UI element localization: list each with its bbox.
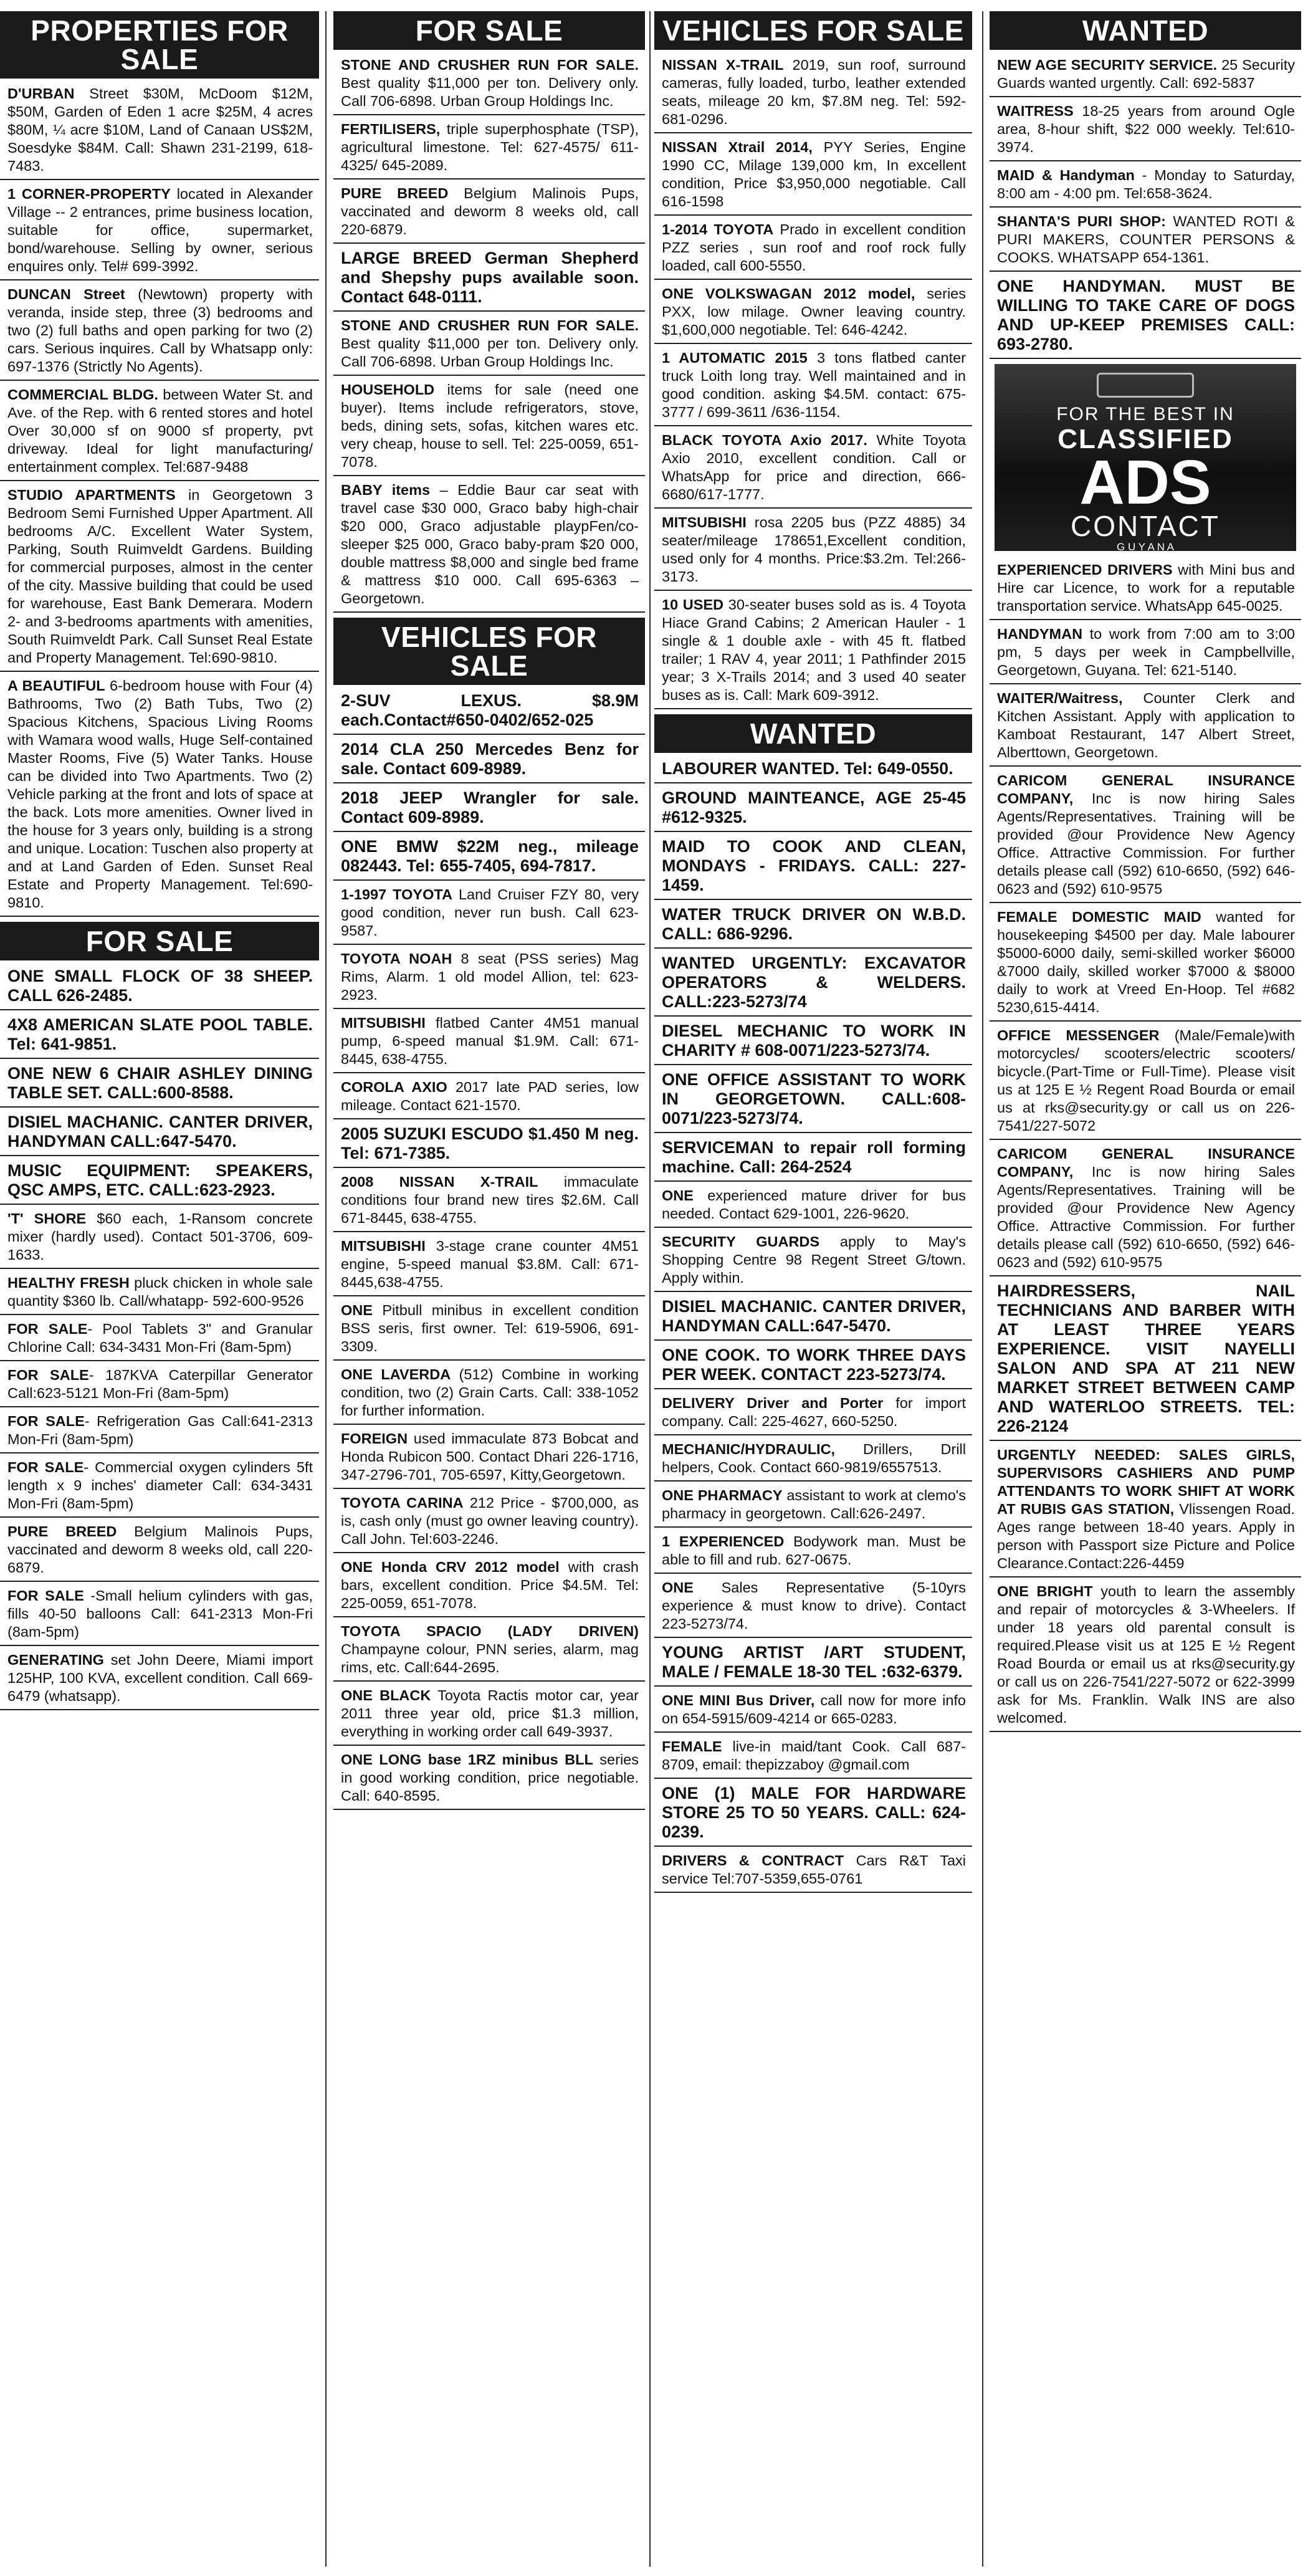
column-divider [649, 11, 651, 2567]
ad-body: Counter Clerk and Kitchen Assistant. Apply with application to Kamboat Restaurant, 147 Albert Street, Alberttown, Georgetown. [997, 690, 1295, 760]
ad-body: Toyota Ractis motor car, year 2011 three year old, price $1.3 million, everything in working order call 649-3937. [341, 1687, 639, 1740]
classified-ad [990, 102, 1301, 161]
classified-ad [0, 1113, 319, 1156]
classified-ad [654, 1533, 972, 1574]
ad-lead: DIESEL MECHANIC TO WORK IN CHARITY # 608-0071/223-5273/74. [662, 1022, 966, 1060]
classified-ad [990, 689, 1301, 767]
classified-ad [333, 481, 645, 613]
ad-body: wanted for housekeeping $4500 per day. Male labourer $5000-6000 daily, semi-skilled worker $6000 &7000 daily, skilled worker $7000 & $8000 daily to work at Vreed En-Hoop. Tel #682 5230,615-4414. [997, 909, 1295, 1015]
ad-lead: A BEAUTIFUL [7, 678, 105, 694]
classified-ad [654, 431, 972, 509]
ad-body: youth to learn the assembly and repair of motorcycles & 3-Wheelers. If under 18 years old parental consult is required.Please visit us at 125 E ½ Regent Road Bourda or email us at rks@security.gy or call us on 226-7541/227-5072 or 622-3999 ask for Ms. Franklin. Walk INS are also welcomed. [997, 1583, 1295, 1726]
ad-lead: NISSAN X-TRAIL [662, 57, 784, 73]
classified-ad [654, 349, 972, 426]
ad-lead: ONE BLACK [341, 1687, 431, 1703]
classified-ad [654, 1487, 972, 1528]
ad-lead: 2-SUV LEXUS. $8.9M each.Contact#650-0402/652-025 [341, 691, 639, 729]
ad-body: items for sale (need one buyer). Items include refrigerators, stove, beds, dining sets, sofas, kitchen wares etc. very cheap, house to sell. Tel: 225-0059, 651-7078. [341, 381, 639, 470]
classified-ad [990, 561, 1301, 620]
classified-ad [0, 285, 319, 381]
ad-lead: FOR SALE [7, 1321, 88, 1337]
classified-ad [654, 285, 972, 344]
ad-lead: DELIVERY Driver and Porter [662, 1395, 884, 1411]
classified-ad [0, 1587, 319, 1646]
ad-body: 3 tons flatbed canter truck Loith long tray. Well maintained and in good condition. asking $4.5M. contact: 675-3777 / 699-3611 /636-1154. [662, 350, 966, 420]
ad-lead: 1 AUTOMATIC 2015 [662, 350, 808, 366]
ad-lead: ONE [662, 1579, 694, 1596]
ad-lead: DRIVERS & CONTRACT [662, 1852, 844, 1869]
ad-body: 18-25 years from around Ogle area, 8-hour shift, $22 000 weekly. Tel:610-3974. [997, 103, 1295, 155]
ad-lead: STUDIO APARTMENTS [7, 487, 176, 503]
ad-lead: DUNCAN Street [7, 286, 125, 302]
ad-lead: FOR SALE [7, 1367, 89, 1383]
ad-body: Inc is now hiring Sales Agents/Representatives. Training will be provided @our Providence New Agency Office. Attractive Commission. For further details please call (592) 610-6650, (592) 646-0623 and (592) 610-9575 [997, 1164, 1295, 1270]
classified-ad [990, 1145, 1301, 1276]
ad-body: Belgium Malinois Pups, vaccinated and deworm 8 weeks old, call 220-6879. [341, 185, 639, 237]
section-header: WANTED [654, 714, 972, 753]
ad-body: Street $30M, McDoom $12M, $50M, Garden of Eden 1 acre $25M, 4 acres $80M, ¼ acre $10M, Land of Canaan US$2M, Soesdyke $84M. Call: Shawn 231-2199, 618-7483. [7, 85, 313, 174]
classified-ad [0, 85, 319, 180]
classified-ad [333, 788, 645, 832]
classified-ad [0, 1320, 319, 1361]
classified-ad [990, 166, 1301, 208]
ad-body: call now for more info on 654-5915/609-4214 or 665-0283. [662, 1692, 966, 1726]
column-4 [990, 11, 1301, 2567]
classified-ad [654, 1852, 972, 1893]
ad-lead: CARICOM GENERAL INSURANCE COMPANY, [997, 1146, 1295, 1180]
ad-body: 2017 late PAD series, low mileage. Contact 621-1570. [341, 1079, 639, 1113]
ad-lead: MAID TO COOK AND CLEAN, MONDAYS - FRIDAYS. CALL: 227-1459. [662, 837, 966, 894]
ad-lead: ONE (1) MALE FOR HARDWARE STORE 25 TO 50 YEARS. CALL: 624-0239. [662, 1784, 966, 1841]
classified-ad [333, 1014, 645, 1073]
ad-body: apply to May's Shopping Centre 98 Regent Street G/town. Apply within. [662, 1233, 967, 1286]
ad-lead: HEALTHY FRESH [7, 1275, 130, 1291]
ad-lead: ONE SMALL FLOCK OF 38 SHEEP. CALL 626-2485. [7, 967, 313, 1005]
ad-lead: HANDYMAN [997, 626, 1083, 642]
ad-lead: MAID & Handyman [997, 167, 1135, 183]
column-divider [982, 11, 983, 2567]
classified-ad [654, 1579, 972, 1638]
ad-body: with crash bars, excellent condition. Price $4.5M. Tel: 225-0059, 651-7078. [341, 1559, 639, 1611]
classified-ad [333, 950, 645, 1009]
ad-body: 8 seat (PSS series) Mag Rims, Alarm. 1 old model Allion, tel: 623-2923. [341, 950, 639, 1003]
ad-lead: ONE HANDYMAN. MUST BE WILLING TO TAKE CARE OF DOGS AND UP-KEEP PREMISES CALL: 693-2780. [997, 277, 1295, 353]
classified-ad [0, 1161, 319, 1205]
classified-ad [654, 596, 972, 709]
ad-lead: ONE LAVERDA [341, 1366, 451, 1382]
ad-body: experienced mature driver for bus needed. Contact 629-1001, 226-9620. [662, 1187, 966, 1222]
classified-ad [990, 213, 1301, 272]
classified-ad [0, 677, 319, 917]
ad-lead: ONE MINI Bus Driver, [662, 1692, 815, 1708]
ad-body: Prado in excellent condition PZZ series , sun roof and roof rock fully loaded, call 600-5550. [662, 221, 966, 274]
ad-body: in Georgetown 3 Bedroom Semi Furnished Upper Apartment. All bedrooms A/C. Excellent Water System, Parking, South Ruimveldt Gardens. Building for commercial purposes, almost in the center of the city. Massive building that could be used for warehouse, East Bank Demerara. Modern 2- and 3-bedrooms apartments with amenities, South Ruimveldt Park. Call Sunset Real Estate and Property Management. Tel:690-9810. [7, 487, 313, 666]
ad-body: White Toyota Axio 2010, excellent condition. Call or WhatsApp for price and direction, 666-6680/617-1777. [662, 432, 966, 502]
ad-body: 30-seater buses sold as is. 4 Toyota Hiace Grand Cabins; 2 American Hauler - 1 single & 1 double axle - with 45 ft. flatbed trailer; 1 RAV 4, year 2011; 1 Pathfinder 2015 year; 3 X-Trails 2014; and 3 used 40 seater buses as is. Call: Mark 609-3912. [662, 596, 966, 703]
ad-body: Inc is now hiring Sales Agents/Representatives. Training will be provided @our Providence New Agency Office. Attractive Commission. For further details please call (592) 610-6650, (592) 646-0623 and (592) 610-9575 [997, 790, 1295, 897]
ad-lead: SHANTA'S PURI SHOP: [997, 213, 1166, 229]
ad-body: immaculate conditions four brand new tires $2.6M. Call 671-8445, 638-4755. [341, 1174, 639, 1226]
ad-lead: COROLA AXIO [341, 1079, 447, 1095]
ad-body: for import company. Call: 225-4627, 660-5250. [662, 1395, 966, 1429]
classified-ad [654, 1070, 972, 1133]
ad-lead: EXPERIENCED DRIVERS [997, 562, 1173, 578]
classified-ad [654, 1692, 972, 1733]
ad-lead: WANTED URGENTLY: EXCAVATOR OPERATORS & WELDERS. CALL:223-5273/74 [662, 954, 966, 1011]
classified-ad [0, 1458, 319, 1518]
ad-lead: ONE PHARMACY [662, 1487, 783, 1503]
classified-ad [654, 1138, 972, 1182]
ad-body: - 187KVA Caterpillar Generator Call:623-5121 Mon-Fri (8am-5pm) [7, 1367, 313, 1401]
ad-lead: D'URBAN [7, 85, 75, 102]
ad-body: (Male/Female)with motorcycles/ scooters/electric scooters/ bicycle.(Part-Time or Full-Time). Please visit us at 125 E ½ Regent Road Bourda or email us at rks@security.gy or call us on 226-7541/227-5072 [997, 1027, 1295, 1134]
ad-body: – Eddie Baur car seat with travel case $30 000, Graco baby high-chair $20 000, Graco adjustable playpFen/co-sleeper $25 000, Graco baby-pram $20 000, double mattress $8,000 and single bed frame & mattress $10 000. Call 695-6363 – Georgetown. [341, 482, 639, 606]
ad-lead: WATER TRUCK DRIVER ON W.B.D. CALL: 686-9296. [662, 905, 966, 943]
ad-lead: FEMALE [662, 1738, 722, 1755]
classified-ad [333, 1751, 645, 1810]
ad-body: Bodywork man. Must be able to fill and rub. 627-0675. [662, 1533, 966, 1568]
ad-body: Belgium Malinois Pups, vaccinated and deworm 8 weeks old, call 220-6879. [7, 1523, 313, 1576]
ad-lead: URGENTLY NEEDED: SALES GIRLS, SUPERVISORS CASHIERS AND PUMP ATTENDANTS TO WORK SHIFT AT WORK AT RUBIS GAS STATION, [997, 1447, 1295, 1517]
section-header: FOR SALE [0, 922, 319, 960]
classified-ad [654, 221, 972, 280]
ad-lead: 2014 CLA 250 Mercedes Benz for sale. Contact 609-8989. [341, 740, 639, 778]
ad-lead: ONE [662, 1187, 694, 1204]
section-header: VEHICLES FOR SALE [333, 618, 645, 685]
ad-lead: 2008 NISSAN X-TRAIL [341, 1174, 538, 1190]
classified-ad [333, 886, 645, 945]
banner-line-2: CLASSIFIED [1057, 424, 1233, 454]
ad-body: 2019, sun roof, surround cameras, fully loaded, turbo, leather extended seats, mileage 20 km, $7.8M neg. Tel: 592-681-0296. [662, 57, 966, 127]
classified-ad [654, 1187, 972, 1228]
ad-body: Sales Representative (5-10yrs experience & must know to drive). Contact 223-5273/74. [662, 1579, 966, 1632]
classified-ad [654, 1346, 972, 1389]
classified-ad [990, 772, 1301, 903]
classified-ad [0, 1064, 319, 1108]
ad-lead: 'T' SHORE [7, 1210, 87, 1227]
classified-ad [0, 1651, 319, 1710]
column-2 [333, 11, 645, 2567]
ad-lead: TOYOTA NOAH [341, 950, 452, 967]
ad-lead: GENERATING [7, 1652, 104, 1668]
classified-ad [654, 954, 972, 1017]
ad-body: Vlissengen Road. Ages range between 18-40 years. Apply in person with Passport size Picture and Police Clearance.Contact:226-4459 [997, 1501, 1295, 1571]
ad-body: Champayne colour, PNN series, alarm, mag rims, etc. Call:644-2695. [341, 1641, 639, 1675]
ad-lead: MUSIC EQUIPMENT: SPEAKERS, QSC AMPS, ETC. CALL:623-2923. [7, 1161, 313, 1199]
classified-ad [654, 1738, 972, 1779]
classified-ad [654, 1440, 972, 1482]
ad-body: triple superphosphate (TSP), agricultural limestone. Tel: 627-4575/ 611-4325/ 645-2089. [341, 121, 639, 173]
classified-ad [333, 120, 645, 180]
ad-body: Pitbull minibus in excellent condition BSS seris, first owner. Tel: 619-5906, 691-3309. [341, 1302, 639, 1354]
ad-lead: HAIRDRESSERS, NAIL TECHNICIANS AND BARBER WITH AT LEAST THREE YEARS EXPERIENCE. VISIT NAYELLI SALON AND SPA AT 211 NEW MARKET STREET BETWEEN CAMP AND WATERLOO STREETS. TEL: 226-2124 [997, 1281, 1295, 1435]
ad-body: located in Alexander Village -- 2 entrances, prime business location, suitable for office, supermarket, bond/warehouse. Selling by owner, serious enquires only. Tel# 699-3992. [7, 186, 313, 274]
ad-lead: ONE Honda CRV 2012 model [341, 1559, 560, 1575]
ad-lead: 1-2014 TOYOTA [662, 221, 774, 237]
classified-ad [333, 1558, 645, 1617]
ad-lead: 1 EXPERIENCED [662, 1533, 785, 1549]
ad-body: 212 Price - $700,000, as is, cash only (must go owner leaving country). Call John. Tel:603-2246. [341, 1495, 639, 1547]
ad-lead: HOUSEHOLD [341, 381, 435, 398]
ad-body: $60 each, 1-Ransom concrete mixer (hardly used). Contact 501-3706, 609-1633. [7, 1210, 313, 1263]
ad-lead: ONE [341, 1302, 373, 1318]
ad-body: (Newtown) property with veranda, inside step, three (3) bedrooms and two (2) full baths and open parking for two (2) cars. Serious inquires. Call by Whatsapp only: 697-1376 (Strictly No Agents). [7, 286, 313, 375]
ad-body: series in good working condition, price negotiable. Call: 640-8595. [341, 1751, 639, 1804]
classified-ad [654, 788, 972, 832]
ad-lead: DISIEL MACHANIC. CANTER DRIVER, HANDYMAN CALL:647-5470. [662, 1297, 966, 1335]
ad-lead: COMMERCIAL BLDG. [7, 386, 158, 403]
ad-lead: LABOURER WANTED. Tel: 649-0550. [662, 759, 953, 778]
ad-body: - Pool Tablets 3" and Granular Chlorine Call: 634-3431 Mon-Fri (8am-5pm) [7, 1321, 313, 1355]
ad-lead: BABY items [341, 482, 431, 498]
classified-ad [990, 277, 1301, 359]
classified-ad [333, 1430, 645, 1489]
ad-lead: FOR SALE [7, 1459, 84, 1475]
classified-ad [0, 967, 319, 1010]
classified-ad [333, 317, 645, 376]
classified-ad [654, 837, 972, 900]
classified-ad [654, 905, 972, 949]
classified-ad [333, 837, 645, 881]
ad-lead: ONE BRIGHT [997, 1583, 1093, 1599]
chronicle-logo-icon [995, 364, 1296, 400]
column-divider [325, 11, 327, 2567]
ad-body: Drillers, Drill helpers, Cook. Contact 660-9819/6557513. [662, 1441, 966, 1475]
classified-ad [333, 1237, 645, 1296]
ad-lead: BLACK TOYOTA Axio 2017. [662, 432, 867, 448]
classified-ad [333, 740, 645, 783]
ad-lead: ONE BMW $22M neg., mileage 082443. Tel: 655-7405, 694-7817. [341, 837, 639, 875]
classified-ad [990, 1582, 1301, 1732]
classified-ads-banner [995, 364, 1296, 551]
section-header: FOR SALE [333, 11, 645, 50]
classified-ad [333, 1366, 645, 1425]
classified-ad [333, 1494, 645, 1553]
ad-lead: GROUND MAINTEANCE, AGE 25-45 #612-9325. [662, 788, 966, 826]
ad-lead: ONE VOLKSWAGAN 2012 model, [662, 285, 915, 302]
ad-lead: FEMALE DOMESTIC MAID [997, 909, 1201, 925]
classified-ad [654, 138, 972, 216]
column-1 [0, 11, 319, 2567]
ad-lead: NEW AGE SECURITY SERVICE. [997, 57, 1218, 73]
ad-body: rosa 2205 bus (PZZ 4885) 34 seater/mileage 178651,Excellent condition, used only for 4 months. Price:$3.2m. Tel:266-3173. [662, 514, 966, 585]
classified-ad [990, 1446, 1301, 1578]
classified-ad [654, 759, 972, 783]
classified-ad [990, 1027, 1301, 1140]
ad-lead: SERVICEMAN to repair roll forming machine. Call: 264-2524 [662, 1138, 966, 1176]
ad-lead: FOR SALE [7, 1587, 84, 1604]
ad-lead: WAITRESS [997, 103, 1074, 119]
banner-country: G U Y A N A [1117, 541, 1174, 551]
classified-ad [0, 185, 319, 280]
ad-body: between Water St. and Ave. of the Rep. with 6 rented stores and hotel Over 30,000 sf on 9000 sf property, pvt driveway. Ideal for light manufacturing/ entertainment complex. Tel:687-9488 [7, 386, 313, 475]
classified-ad [333, 1124, 645, 1168]
ad-lead: MITSUBISHI [341, 1015, 426, 1031]
classified-ad [654, 1643, 972, 1687]
ad-lead: MITSUBISHI [341, 1238, 426, 1254]
classified-ad [333, 1301, 645, 1361]
classified-ad [0, 1210, 319, 1269]
ad-lead: 2005 SUZUKI ESCUDO $1.450 M neg. Tel: 671-7385. [341, 1124, 639, 1162]
classified-ad [654, 1233, 972, 1292]
ad-lead: OFFICE MESSENGER [997, 1027, 1160, 1043]
banner-line-3: ADS [1079, 448, 1211, 517]
ad-lead: FOREIGN [341, 1430, 408, 1447]
classified-ad [990, 625, 1301, 684]
classified-ad [654, 514, 972, 591]
ad-lead: ONE LONG base 1RZ minibus BLL [341, 1751, 593, 1768]
ad-lead: MITSUBISHI [662, 514, 747, 530]
banner-line-1: FOR THE BEST IN [1056, 404, 1234, 424]
classified-ad [333, 691, 645, 735]
classified-ad [0, 1523, 319, 1582]
ad-body: series PXX, low milage. Owner leaving country. $1,600,000 negotiable. Tel: 646-4242. [662, 285, 966, 338]
classified-ad [990, 56, 1301, 97]
banner-line-4: CONTACT [1071, 510, 1220, 542]
ad-body: - Monday to Saturday, 8:00 am - 4:00 pm. Tel:658-3624. [997, 167, 1295, 201]
ad-body: with Mini bus and Hire car Licence, to work for a reputable transportation service. WhatsApp 645-0025. [997, 562, 1296, 614]
section-header: WANTED [990, 11, 1301, 50]
ad-body: used immaculate 873 Bobcat and Honda Rubicon 500. Contact Dhari 226-1716, 347-2796-701, 705-6597, Kitty,Georgetown. [341, 1430, 639, 1483]
ad-body: 25 Security Guards wanted urgently. Call: 692-5837 [997, 57, 1295, 91]
classified-ad [333, 381, 645, 476]
classified-ad [333, 56, 645, 115]
ad-lead: ONE OFFICE ASSISTANT TO WORK IN GEORGETOWN. CALL:608-0071/223-5273/74. [662, 1070, 966, 1128]
ad-body: 6-bedroom house with Four (4) Bathrooms, Two (2) Bath Tubs, Two (2) Spacious Kitchens, Spacious Living Rooms with Wamara wood walls, Huge Self-contained Master Rooms, Five (5) Water Tanks. House can be divided into Two Apartments. Two (2) Vehicle parking at the front and lots of space at the back. Lots more amenities. Owner lived in the house for 3 years only, building is a strong and unique. Location: Tuschen also property at and at Land Garden of Eden. Sunset Real Estate and Property Management. Tel:690-9810. [7, 678, 313, 911]
classified-ad [333, 1078, 645, 1119]
ad-body: 3-stage crane counter 4M51 engine, 5-speed manual $3.8M. Call: 671-8445,638-4755. [341, 1238, 639, 1290]
ad-lead: FERTILISERS, [341, 121, 441, 137]
ad-body: WANTED ROTI & PURI MAKERS, COUNTER PERSONS & COOKS. WHATSAPP 654-1361. [997, 213, 1295, 266]
ad-lead: 1-1997 TOYOTA [341, 886, 452, 903]
column-3 [654, 11, 972, 2567]
classified-ad [0, 486, 319, 672]
ad-lead: PURE BREED [7, 1523, 117, 1539]
ad-body: - Commercial oxygen cylinders 5ft length x 9 inches' diameter Call: 634-3431 Mon-Fri (8am-5pm) [7, 1459, 313, 1511]
ad-lead: MECHANIC/HYDRAULIC, [662, 1441, 836, 1457]
classified-ad [990, 908, 1301, 1022]
section-header: PROPERTIES FOR SALE [0, 11, 319, 79]
classified-ad [654, 56, 972, 133]
ad-body: Cars R&T Taxi service Tel:707-5359,655-0761 [662, 1852, 966, 1887]
ad-lead: 2018 JEEP Wrangler for sale. Contact 609-8989. [341, 788, 639, 826]
ad-body: flatbed Canter 4M51 manual pump, 6-speed manual $1.9M. Call: 671-8445, 638-4755. [341, 1015, 639, 1067]
ad-body: PYY Series, Engine 1990 CC, Milage 139,000 km, In excellent condition, Price $3,950,000 negotiable. Call 616-1598 [662, 139, 966, 209]
ad-lead: NISSAN Xtrail 2014, [662, 139, 813, 155]
ad-lead: ONE COOK. TO WORK THREE DAYS PER WEEK. CONTACT 223-5273/74. [662, 1346, 966, 1384]
ad-lead: TOYOTA CARINA [341, 1495, 464, 1511]
ad-body: (512) Combine in working condition, two (2) Grain Carts. Call: 338-1052 for further information. [341, 1366, 639, 1419]
classified-ad [333, 1622, 645, 1682]
ad-lead: PURE BREED [341, 185, 449, 201]
ad-lead: TOYOTA SPACIO (LADY DRIVEN) [341, 1623, 639, 1639]
classified-ad [654, 1784, 972, 1847]
ad-lead: FOR SALE [7, 1413, 85, 1429]
classified-ad [654, 1394, 972, 1435]
ad-body: live-in maid/tant Cook. Call 687-8709, email: thepizzaboy @gmail.com [662, 1738, 966, 1773]
ad-body: -Small helium cylinders with gas, fills 40-50 balloons Call: 641-2313 Mon-Fri (8am-5pm) [7, 1587, 313, 1640]
ad-lead: 1 CORNER-PROPERTY [7, 186, 171, 202]
classified-ad [333, 184, 645, 244]
ad-lead: SECURITY GUARDS [662, 1233, 820, 1250]
ad-lead: DISIEL MACHANIC. CANTER DRIVER, HANDYMAN CALL:647-5470. [7, 1113, 313, 1151]
ad-body: to work from 7:00 am to 3:00 pm, 5 days per week in Campbellville, Georgetown, Guyana. Tel: 621-5140. [997, 626, 1295, 678]
ad-body: Land Cruiser FZY 80, very good condition, never run bush. Call 623-9587. [341, 886, 639, 939]
ad-body: - Refrigeration Gas Call:641-2313 Mon-Fri (8am-5pm) [7, 1413, 313, 1447]
classified-ad [654, 1022, 972, 1065]
classified-ad [990, 1281, 1301, 1441]
classified-ad [0, 1274, 319, 1315]
ad-lead: STONE AND CRUSHER RUN FOR SALE. [341, 57, 639, 73]
ad-body: Best quality $11,000 per ton. Delivery only. Call 706-6898. Urban Group Holdings Inc. [341, 75, 639, 109]
ad-lead: STONE AND CRUSHER RUN FOR SALE. [341, 317, 639, 333]
ad-lead: 10 USED [662, 596, 724, 613]
ad-body: set John Deere, Miami import 125HP, 100 KVA, excellent condition. Call 669-6479 (whatsapp). [7, 1652, 313, 1704]
ad-lead: ONE NEW 6 CHAIR ASHLEY DINING TABLE SET. CALL:600-8588. [7, 1064, 313, 1102]
section-header: VEHICLES FOR SALE [654, 11, 972, 50]
classified-ad [0, 1412, 319, 1453]
classified-ad [333, 1687, 645, 1746]
ad-body: pluck chicken in whole sale quantity $360 lb. Call/whatapp- 592-600-9526 [7, 1275, 313, 1309]
ad-lead: 4X8 AMERICAN SLATE POOL TABLE. Tel: 641-9851. [7, 1015, 313, 1053]
classified-ad [0, 1366, 319, 1407]
classified-ad [654, 1297, 972, 1341]
ad-lead: WAITER/Waitress, [997, 690, 1123, 706]
classified-ad [333, 249, 645, 312]
ad-body: assistant to work at clemo's pharmacy in georgetown. Call:626-2497. [662, 1487, 967, 1521]
classified-ad [0, 1015, 319, 1059]
classified-ad [333, 1173, 645, 1232]
ad-lead: YOUNG ARTIST /ART STUDENT, MALE / FEMALE 18-30 TEL :632-6379. [662, 1643, 966, 1681]
classified-ad [0, 386, 319, 481]
ad-lead: CARICOM GENERAL INSURANCE COMPANY, [997, 772, 1295, 807]
ad-lead: LARGE BREED German Shepherd and Shepshy pups available soon. Contact 648-0111. [341, 249, 639, 306]
ad-body: Best quality $11,000 per ton. Delivery only. Call 706-6898. Urban Group Holdings Inc. [341, 335, 639, 370]
